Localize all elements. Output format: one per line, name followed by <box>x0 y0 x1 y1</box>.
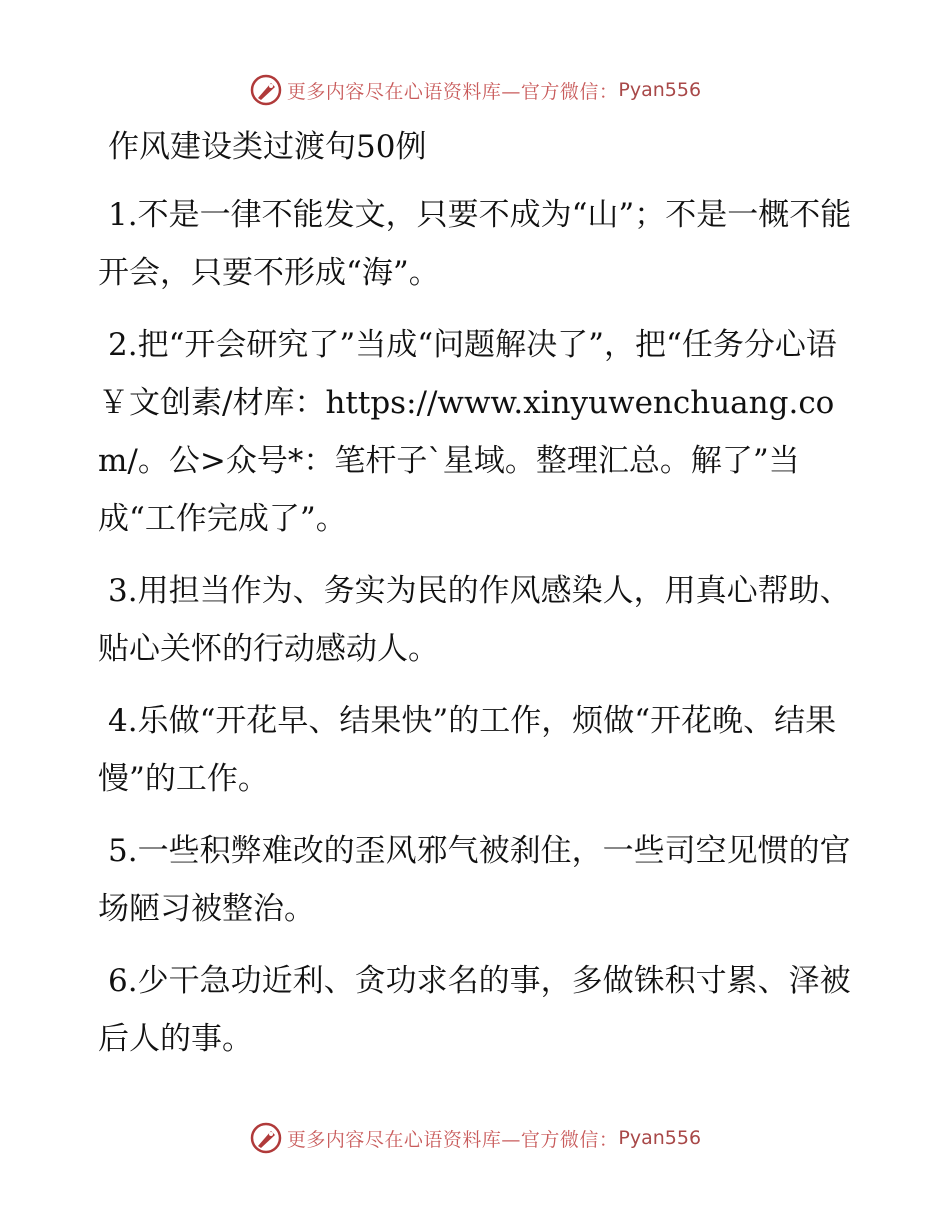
banner-wechat-id: Pyan556 <box>618 1127 702 1149</box>
list-item-3: 3.用担当作为、务实为民的作风感染人，用真心帮助、贴心关怀的行动感动人。 <box>98 573 851 667</box>
footer-banner <box>0 1118 950 1158</box>
list-item-1: 1.不是一律不能发文，只要不成为“山”；不是一概不能开会，只要不形成“海”。 <box>98 197 852 291</box>
banner-text: 更多内容尽在心语资料库—官方微信： <box>286 1128 619 1151</box>
pen-nib-logo-icon <box>249 73 283 107</box>
list-item-2: 2.把“开会研究了”当成“问题解决了”，把“任务分心语￥文创素/材库：https://www.xinyuwenchuang.com/。公>众号*：笔杆子`星域。整理汇总。解了”当成“工作完成了”。 <box>98 327 837 537</box>
document-title: 作风建设类过渡句50例 <box>108 129 427 165</box>
banner-text: 更多内容尽在心语资料库—官方微信： <box>286 80 619 103</box>
banner-wechat-id: Pyan556 <box>618 79 702 101</box>
list-item-4: 4.乐做“开花早、结果快”的工作，烦做“开花晚、结果慢”的工作。 <box>98 703 837 797</box>
header-banner <box>0 70 950 110</box>
document-body <box>98 118 858 1082</box>
list-item-6: 6.少干急功近利、贪功求名的事，多做铢积寸累、泽被后人的事。 <box>98 963 851 1057</box>
pen-nib-logo-icon <box>249 1121 283 1155</box>
list-item-5: 5.一些积弊难改的歪风邪气被刹住，一些司空见惯的官场陋习被整治。 <box>98 833 851 927</box>
